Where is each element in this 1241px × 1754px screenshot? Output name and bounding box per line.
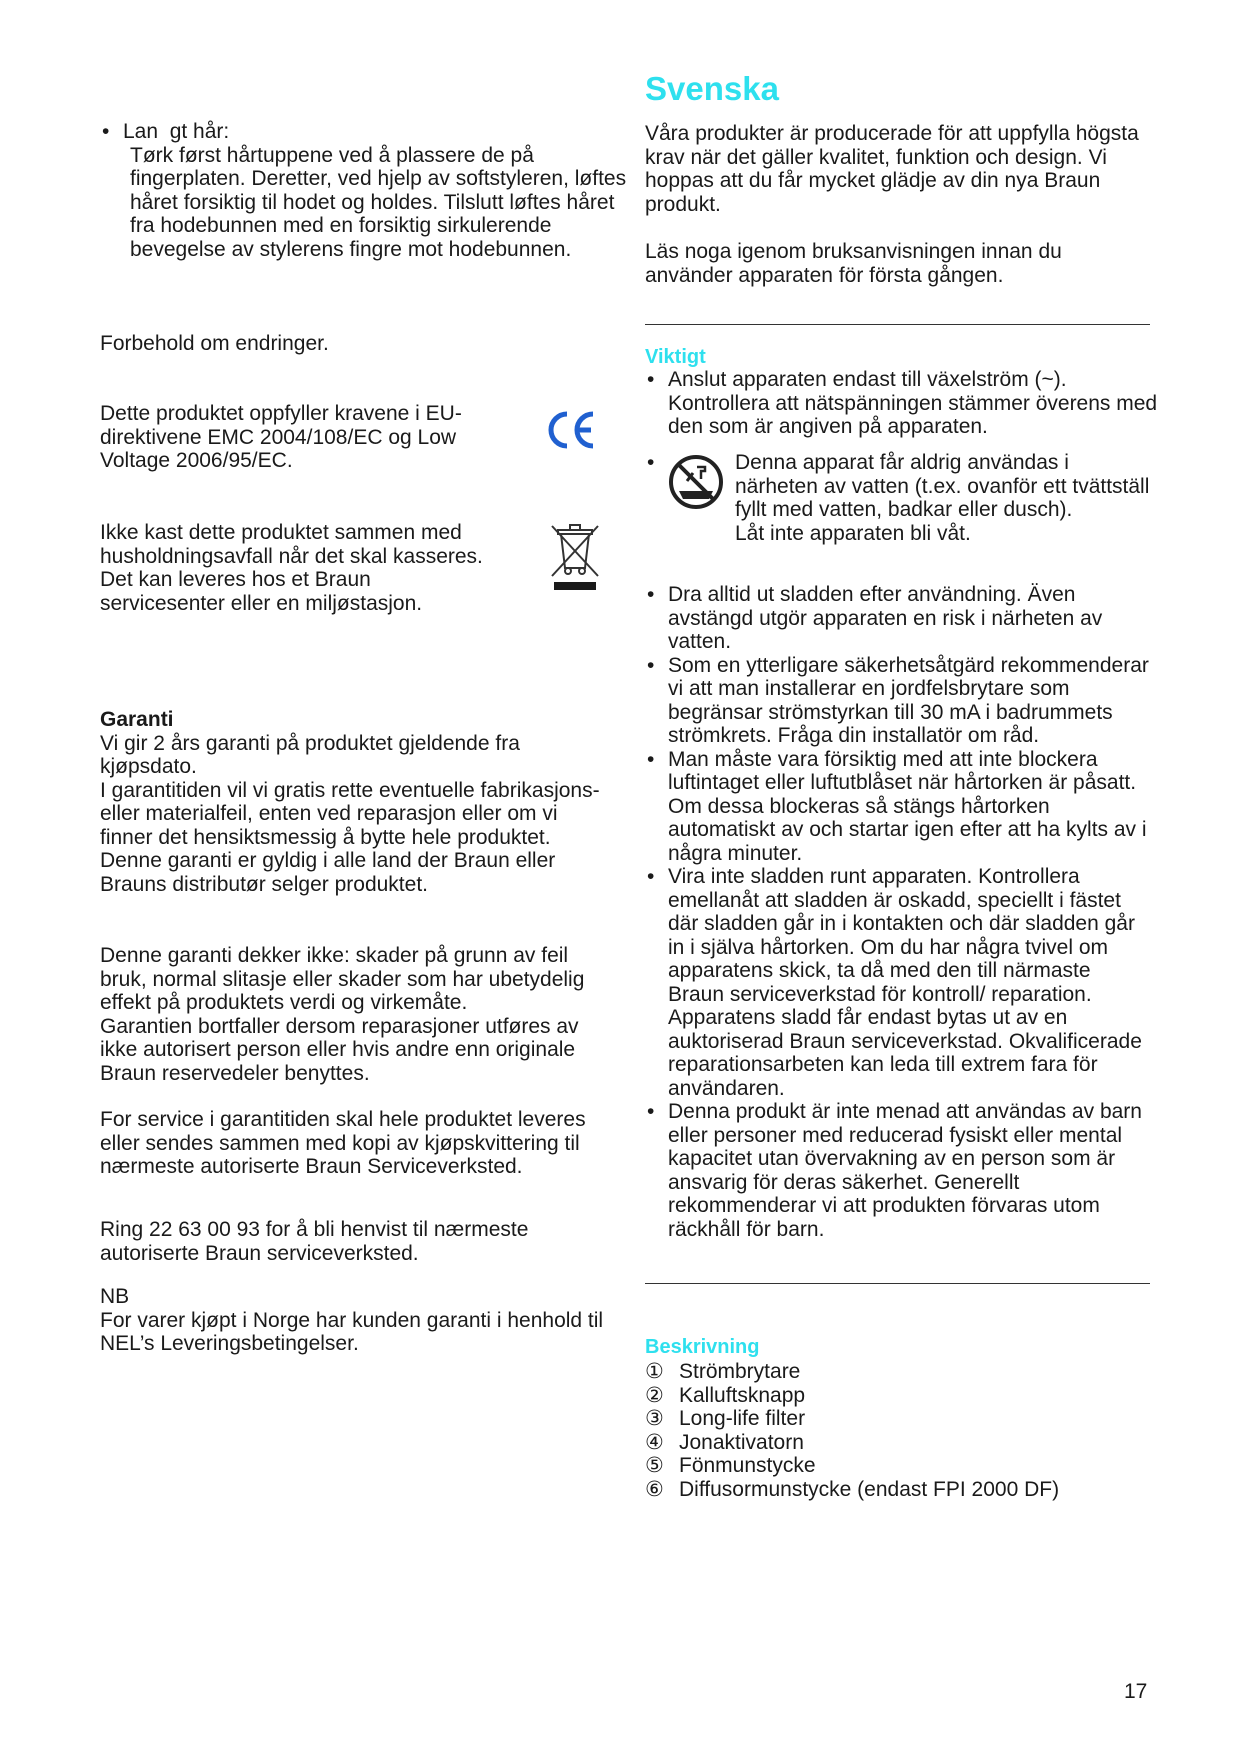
important-title: Viktigt [645,346,706,368]
warning-text: Denna produkt är inte menad att användas av barn eller personer med reducerad fysiskt eller mental kapacitet utan övervakning av en person som är ansvarig för deras säkerhet. Generellt rekommenderar vi att produkten förvaras utom räckhåll för barn. [668,1100,1142,1241]
part-label: Long-life filter [679,1407,806,1430]
guarantee-paragraph: Denne garanti dekker ikke: skader på grunn av feil bruk, normal slitasje eller skader som har ubetydelig effekt på produktets verdi og virkemåte. [100,944,585,1014]
part-number: ① [645,1360,664,1383]
phone-text: Ring 22 63 00 93 for å bli henvist til nærmeste autoriserte Braun serviceverksted. [100,1218,529,1265]
warning-item [645,368,1173,439]
warning-text: Vira inte sladden runt apparaten. Kontrollera emellanåt att sladden är oskadd, speciellt i fästet där sladden går in i kontakten och där sladden går in i själva hårtorken. Om du har några tvivel om apparatens skick, ta då med den till närmaste Braun serviceverkstad för kontroll/ reparation. Apparatens sladd får endast bytas ut av en auktoriserad Braun serviceverkstad. Okvalificerade reparationsarbeten kan leda till extrem fara för användaren. [668,865,1142,1100]
guarantee-paragraph: I garantitiden vil vi gratis rette eventuelle fabrikasjons- eller materialfeil, enten ved reparasjon eller om vi finner det hensiktsmessig å bytte hele produktet. [100,778,600,849]
long-hair-text: Tørk først hårtuppene ved å plassere de på fingerplaten. Deretter, ved hjelp av softstyleren, løftes håret forsiktig til hodet og holdes. Tilslutt løftes håret fra hodebunnen med en forsiktig sirkulerende bevegelse av stylerens fingre mot hodebunnen. [130,143,627,261]
ce-mark-icon [545,408,597,458]
left-column [100,120,627,1355]
list-item [645,1431,1150,1455]
bullet: • [102,120,110,143]
warning-list-continued [645,583,1150,1241]
nb-title: NB [100,1285,130,1308]
no-water-icon [667,453,725,517]
part-number: ③ [645,1407,664,1430]
warning-text: Dra alltid ut sladden efter användning. Även avstängd utgör apparaten en risk i närheten av vatten. [668,583,1103,653]
warning-item [645,748,1150,866]
bullet: • [647,1100,655,1123]
eu-compliance-text: Dette produktet oppfyller kravene i EU-direktivene EMC 2004/108/EC og Low Voltage 2006/95/EC. [100,402,462,472]
section-divider [645,324,1150,325]
part-number: ⑥ [645,1477,664,1501]
parts-list [645,1360,1150,1501]
warning-item [645,865,1150,1100]
guarantee-paragraph: Vi gir 2 års garanti på produktet gjeldende fra kjøpsdato. [100,731,520,778]
long-hair-title: Lan gt hår: [123,120,230,143]
bullet: • [647,583,655,606]
right-column [645,70,1158,1501]
list-item [645,1384,1150,1408]
page-number: 17 [1124,1680,1148,1703]
part-number: ④ [645,1430,664,1454]
nb-text: For varer kjøpt i Norge har kunden garanti i henhold til NEL’s Leveringsbetingelser. [100,1308,604,1355]
part-label: Fönmunstycke [679,1454,816,1477]
weee-bin-icon [548,522,602,598]
bullet: • [647,368,655,391]
bullet: • [647,451,655,474]
warning-item [645,1100,1150,1241]
guarantee-section [100,708,605,896]
list-item [645,1478,1150,1502]
list-item [645,1454,1150,1478]
guarantee-paragraph: Denne garanti er gyldig i alle land der Braun eller Brauns distributør selger produktet. [100,849,556,896]
language-title: Svenska [645,70,779,107]
bullet: • [647,747,655,771]
warning-text: Denna apparat får aldrig användas i närheten av vatten (t.ex. ovanför ett tvättställ fyllt med vatten, badkar eller dusch). [735,451,1150,521]
part-label: Strömbrytare [679,1360,801,1383]
part-number: ⑤ [645,1454,664,1477]
part-label: Jonaktivatorn [679,1430,804,1454]
list-item [645,1407,1150,1431]
part-label: Kalluftsknapp [679,1383,806,1407]
part-label: Diffusormunstycke (endast FPI 2000 DF) [679,1477,1060,1501]
list-item [645,1360,1150,1384]
intro-paragraph: Läs noga igenom bruksanvisningen innan du använder apparaten för första gången. [645,240,1062,287]
reservation-note: Forbehold om endringer. [100,332,329,355]
bullet: • [647,865,655,888]
description-title: Beskrivning [645,1336,760,1358]
nb-section [100,1285,605,1356]
warning-text: Man måste vara försiktig med att inte blockera luftintaget eller luftutblåset när hårtorken är påsatt. Om dessa blockeras så stängs hårtorken automatiskt av och startar igen efter att ha kylts av i några minuter. [668,747,1147,865]
disposal-text: Ikke kast dette produktet sammen med husholdningsavfall når det skal kasseres. Det kan leveres hos et Braun servicesenter eller en miljøstasjon. [100,521,483,615]
long-hair-section [100,120,628,261]
warning-text: Anslut apparaten endast till växelström (~). Kontrollera att nätspänningen stämmer överens med den som är angiven på apparaten. [668,368,1158,438]
water-note: Låt inte apparaten bli våt. [735,521,971,545]
part-number: ② [645,1383,664,1407]
guarantee-title: Garanti [100,708,174,731]
service-text: For service i garantitiden skal hele produktet leveres eller sendes sammen med kopi av kjøpskvittering til nærmeste autoriserte Braun Serviceverksted. [100,1108,586,1178]
warning-item [645,583,1150,654]
warning-item [645,654,1150,748]
guarantee-exclusions [100,944,605,1085]
warning-text: Som en ytterligare säkerhetsåtgärd rekommenderar vi att man installerar en jordfelsbrytare som begränsar strömstyrkan till 30 mA i badrummets strömkrets. Fråga din installatör om råd. [668,653,1149,747]
section-divider [645,1283,1150,1284]
intro-paragraph: Våra produkter är producerade för att uppfylla högsta krav när det gäller kvalitet, funktion och design. Vi hoppas att du får mycket glädje av din nya Braun produkt. [645,122,1139,216]
bullet: • [647,653,655,677]
guarantee-paragraph: Garantien bortfaller dersom reparasjoner utføres av ikke autorisert person eller hvis andre enn originale Braun reservedeler benyttes. [100,1014,579,1085]
